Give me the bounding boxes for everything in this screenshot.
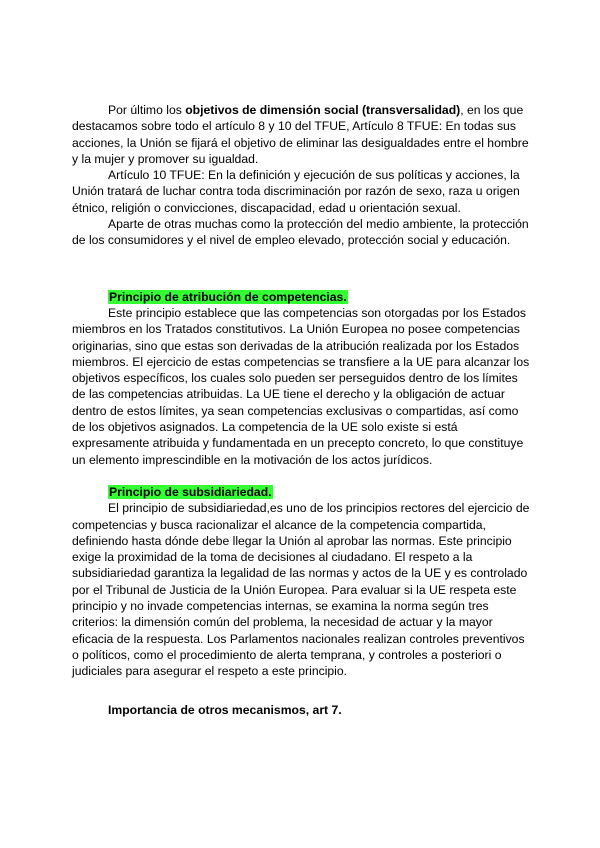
atribucion-paragraph: Este principio establece que las competencias son otorgadas por los Estados miembros en los Tratados constitutivos. La Unión Europea no posee competencias originarias, sino que estas son derivadas de la atribución realizada por los Estados miembros. El ejercicio de estas competencias se transfiere a la UE para alcanzar los objetivos específicos, los cuales solo pueden ser perseguidos dentro de los límites de las competencias atribuidas. La UE tiene el derecho y la obligación de actuar dentro de estos límites, ya sean competencias exclusivas o compartidas, así como de los objetivos asignados. La competencia de la UE solo existe si está expresamente atribuida y fundamentada en un precepto concreto, lo que constituye un elemento imprescindible en la motivación de los actos jurídicos. [72, 305, 530, 467]
subsidiariedad-paragraph: El principio de subsidiariedad,es uno de los principios rectores del ejercicio de competencias y busca racionalizar el alcance de la competencia compartida, definiendo hasta dónde debe llegar la Unión al aprobar las normas. Este principio exige la proximidad de la toma de decisiones al ciudadano. El respeto a la subsidiariedad garantiza la legalidad de las normas y actos de la UE y es controlado por el Tribunal de Justicia de la Unión Europea. Para evaluar si la UE respeta este principio y no invade competencias internas, se examina la norma según tres criterios: la dimensión común del problema, la necesidad de actuar y la mayor eficacia de la respuesta. Los Parlamentos nacionales realizan controles preventivos o políticos, como el procedimiento de alerta temprana, y controles a posteriori o judiciales para asegurar el respeto a este principio. [72, 501, 530, 679]
heading-atribucion [108, 289, 534, 305]
heading-otros-mecanismos: Importancia de otros mecanismos, art 7. [108, 702, 342, 717]
heading-subsidiariedad-text: Principio de subsidiariedad. [109, 484, 272, 499]
intro-paragraph-1 [72, 102, 534, 167]
intro-paragraph-3: Aparte de otras muchas como la protección del medio ambiente, la protección de los consumidores y el nivel de empleo elevado, protección social y educación. [72, 217, 529, 248]
heading-atribucion-text: Principio de atribución de competencias. [109, 289, 347, 304]
heading-subsidiariedad [108, 484, 534, 500]
intro-p1-before: Por último los [108, 103, 186, 117]
spacer [72, 468, 534, 484]
intro-p1-bold: objetivos de dimensión social (transversalidad) [185, 103, 461, 117]
spacer [72, 680, 534, 702]
spacer [72, 249, 534, 289]
intro-p1-after: , en los que destacamos sobre todo el artículo 8 y 10 del TFUE, Artículo 8 TFUE: En todas sus acciones, la Unión se fijará el objetivo de eliminar las desigualdades entre el hombre y la mujer y promover su igualdad. [72, 103, 529, 166]
intro-paragraph-2: Artículo 10 TFUE: En la definición y ejecución de sus políticas y acciones, la Unión tratará de luchar contra toda discriminación por razón de sexo, raza u origen étnico, religión o convicciones, discapacidad, edad u orientación sexual. [72, 168, 520, 215]
